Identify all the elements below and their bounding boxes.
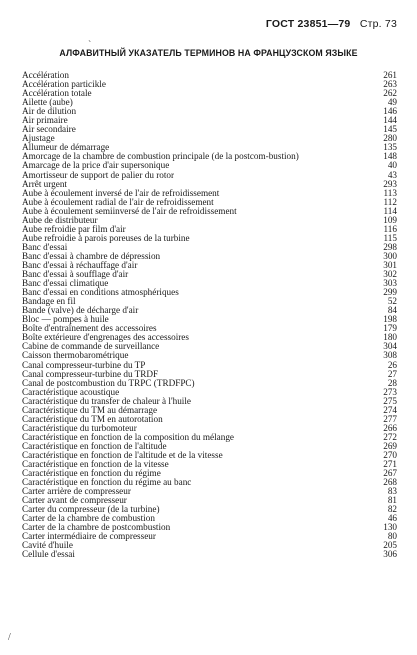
entry-term: Boîte extérieure d'engrenages des accessoires: [22, 333, 189, 343]
entry-term: Carter de la chambre de postcombustion: [22, 523, 171, 533]
entry-term: Aube à écoulement radial de l'air de refroidissement: [22, 197, 214, 207]
entry-term: Banc d'essai à chambre de dépression: [22, 251, 161, 261]
entry-term-number: 82: [387, 504, 397, 515]
entry-term: Bloc — pompes à huile: [22, 315, 109, 325]
index-entry: [22, 189, 397, 198]
entry-term-number: 277: [383, 413, 397, 424]
entry-term: Caractéristique du TM au démarrage: [22, 405, 158, 415]
entry-term: Carter arrière de compresseur: [22, 487, 131, 497]
entry-term: Bande (valve) de décharge d'air: [22, 306, 139, 316]
index-entry: [22, 306, 397, 315]
index-entry: [22, 98, 397, 107]
index-entry: [22, 89, 397, 98]
index-entry: [22, 143, 397, 152]
index-entry: [22, 370, 397, 379]
index-entry: [22, 161, 397, 170]
entry-term: Ajustage: [22, 134, 55, 144]
entry-term: Caractéristique en fonction de la composition du mélange: [22, 432, 235, 442]
entry-term-number: 198: [383, 314, 397, 325]
entry-term-number: 274: [383, 404, 397, 415]
entry-term-number: 302: [383, 269, 397, 280]
index-entry: [22, 125, 397, 134]
index-entry: [22, 478, 397, 487]
index-entry: [22, 234, 397, 243]
entry-term-number: 205: [383, 540, 397, 551]
index-entry: [22, 406, 397, 415]
entry-term-number: 116: [383, 223, 397, 234]
entry-term: Caractéristique en fonction de l'altitude: [22, 441, 167, 451]
entry-term-number: 49: [387, 97, 397, 108]
entry-term: Banc d'essai en conditions atmosphériques: [22, 288, 179, 298]
entry-term-number: 109: [383, 214, 397, 225]
entry-term: Amortisseur de support de palier du rotor: [22, 170, 175, 180]
entry-term-number: 300: [383, 250, 397, 261]
entry-term: Aube de distributeur: [22, 215, 98, 225]
page-title: АЛФАВИТНЫЙ УКАЗАТЕЛЬ ТЕРМИНОВ НА ФРАНЦУЗСКОМ ЯЗЫКЕ: [59, 48, 358, 58]
entry-term-number: 267: [383, 468, 397, 479]
entry-term: Cavité d'huile: [22, 541, 73, 551]
entry-term: Caractéristique en fonction de la vitesse: [22, 460, 169, 470]
index-entry: [22, 424, 397, 433]
entry-term: Ailette (aube): [22, 98, 73, 108]
index-entry: [22, 80, 397, 89]
entry-term-number: 145: [383, 124, 397, 135]
entry-term: Canal compresseur-turbine du TP: [22, 360, 146, 370]
entry-term: Banc d'essai climatique: [22, 279, 109, 289]
index-entry: [22, 134, 397, 143]
entry-term: Allumeur de démarrage: [22, 143, 110, 153]
index-entry: [22, 487, 397, 496]
entry-term-number: 269: [383, 440, 397, 451]
entry-term-number: 262: [383, 88, 397, 99]
entry-term-number: 180: [383, 332, 397, 343]
entry-term-number: 308: [383, 350, 397, 361]
index-entry: [22, 107, 397, 116]
entry-term-number: 271: [383, 459, 397, 470]
entry-term: Canal de postcombustion du TRPC (TRDFPC): [22, 378, 195, 388]
entry-term-number: 301: [383, 259, 397, 270]
index-entry: [22, 523, 397, 532]
entry-term-number: 298: [383, 241, 397, 252]
entry-term-number: 113: [383, 187, 397, 198]
index-entry: [22, 288, 397, 297]
entry-term: Caisson thermobarométrique: [22, 351, 129, 361]
entry-term-number: 299: [383, 287, 397, 298]
index-entry: [22, 261, 397, 270]
entry-term-number: 83: [387, 486, 397, 497]
index-entry: [22, 496, 397, 505]
entry-term: Caractéristique acoustique: [22, 387, 120, 397]
entry-term: Carter du compresseur (de la turbine): [22, 505, 160, 515]
entry-term-number: 280: [383, 133, 397, 144]
index-entry: [22, 71, 397, 80]
index-entry: [22, 207, 397, 216]
entry-term-number: 80: [387, 531, 397, 542]
entry-term: Air de dilution: [22, 107, 77, 117]
entry-term: Aube à écoulement semiinversé de l'air de refroidissement: [22, 206, 237, 216]
entry-term: Accélération totale: [22, 89, 92, 99]
index-entry: [22, 379, 397, 388]
entry-term: Accélération particikle: [22, 80, 106, 90]
entry-term: Amorcage de la chambre de combustion principale (de la postcom-bustion): [22, 152, 299, 162]
index-entry: [22, 315, 397, 324]
pencil-mark: /: [8, 632, 11, 643]
entry-term: Boîte d'entraînement des accessoires: [22, 324, 157, 334]
entry-term: Canal compresseur-turbine du TRDF: [22, 369, 159, 379]
index-entry: [22, 532, 397, 541]
entry-term-number: 268: [383, 477, 397, 488]
entry-term: Banc d'essai: [22, 242, 68, 252]
entry-term-number: 303: [383, 278, 397, 289]
entry-term-number: 135: [383, 142, 397, 153]
index-entry: [22, 270, 397, 279]
entry-term: Caractéristique en fonction du régime au banc: [22, 478, 192, 488]
entry-term: Banc d'essai à réchauffage d'air: [22, 260, 138, 270]
entry-term: Aube refroidie à parois poreuses de la turbine: [22, 233, 190, 243]
index-entry: [22, 116, 397, 125]
entry-term-number: 27: [387, 368, 397, 379]
entry-term: Cabine de commande de surveillance: [22, 342, 160, 352]
entry-term: Carter de la chambre de combustion: [22, 514, 155, 524]
index-entry: [22, 180, 397, 189]
index-entry: [22, 460, 397, 469]
entry-term-number: 179: [383, 323, 397, 334]
entry-term: Bandage en fil: [22, 297, 76, 307]
index-entry: [22, 225, 397, 234]
index-entry: [22, 505, 397, 514]
entry-term: Caractéristique du transfer de chaleur à l'huile: [22, 396, 191, 406]
entry-term-number: 43: [387, 169, 397, 180]
entry-term-number: 84: [387, 305, 397, 316]
index-entry: [22, 469, 397, 478]
entry-term: Carter avant de compresseur: [22, 496, 127, 506]
index-entry: [22, 252, 397, 261]
index-entry: [22, 342, 397, 351]
entry-term-number: 263: [383, 79, 397, 90]
smudge-mark: ˋ: [88, 40, 92, 51]
entry-term: Caractéristique du turbomoteur: [22, 423, 137, 433]
entry-term-number: 52: [387, 296, 397, 307]
entry-term-number: 130: [383, 522, 397, 533]
index-entry: [22, 514, 397, 523]
entry-term-number: 114: [383, 205, 397, 216]
entry-term: Air primaire: [22, 116, 68, 126]
term-index: [22, 71, 397, 560]
index-entry: [22, 216, 397, 225]
index-entry: [22, 541, 397, 550]
entry-term: Aube refroidie par film d'air: [22, 224, 126, 234]
standard-number: ГОСТ 23851—79: [265, 18, 351, 30]
index-entry: [22, 333, 397, 342]
entry-term-number: 146: [383, 106, 397, 117]
index-entry: [22, 243, 397, 252]
page-header: [266, 18, 397, 30]
index-entry: [22, 171, 397, 180]
entry-term-number: 112: [383, 196, 397, 207]
entry-term-number: 272: [383, 431, 397, 442]
entry-term-number: 306: [383, 549, 397, 560]
entry-term: Arrêt urgent: [22, 179, 67, 189]
entry-term-number: 148: [383, 151, 397, 162]
entry-term-number: 266: [383, 422, 397, 433]
entry-term: Caractéristique en fonction de l'altitude et de la vitesse: [22, 450, 223, 460]
entry-term-number: 28: [387, 377, 397, 388]
entry-term: Accélération: [22, 71, 69, 80]
index-entry: [22, 351, 397, 360]
entry-term: Amarcage de la price d'air supersonique: [22, 161, 170, 171]
entry-term-number: 81: [387, 495, 397, 506]
entry-term-number: 304: [383, 341, 397, 352]
index-entry: [22, 361, 397, 370]
entry-term-number: 270: [383, 449, 397, 460]
page-number: Стр. 73: [359, 18, 397, 30]
entry-term-number: 261: [383, 70, 397, 80]
entry-term: Air secondaire: [22, 125, 76, 135]
entry-term: Caractéristique du TM en autorotation: [22, 414, 163, 424]
entry-term-number: 293: [383, 178, 397, 189]
index-entry: [22, 415, 397, 424]
index-entry: [22, 152, 397, 161]
entry-term-number: 26: [387, 359, 397, 370]
index-entry: [22, 433, 397, 442]
entry-term: Carter intermédiaire de compresseur: [22, 532, 156, 542]
entry-term-number: 115: [383, 232, 397, 243]
index-entry: [22, 442, 397, 451]
entry-term: Aube à écoulement inversé de l'air de refroidissement: [22, 188, 220, 198]
entry-term: Banc d'essai à soufflage d'air: [22, 270, 129, 280]
entry-term-number: 144: [383, 115, 397, 126]
entry-term: Caractéristique en fonction du régime: [22, 469, 161, 479]
index-entry: [22, 198, 397, 207]
entry-term-number: 40: [387, 160, 397, 171]
index-entry: [22, 324, 397, 333]
entry-term-number: 273: [383, 386, 397, 397]
index-entry: [22, 397, 397, 406]
entry-term-number: 275: [383, 395, 397, 406]
entry-term-number: 46: [387, 513, 397, 524]
entry-term: Cellule d'essai: [22, 550, 75, 560]
index-entry: [22, 279, 397, 288]
index-entry: [22, 451, 397, 460]
index-entry: [22, 550, 397, 559]
index-entry: [22, 297, 397, 306]
index-entry: [22, 388, 397, 397]
